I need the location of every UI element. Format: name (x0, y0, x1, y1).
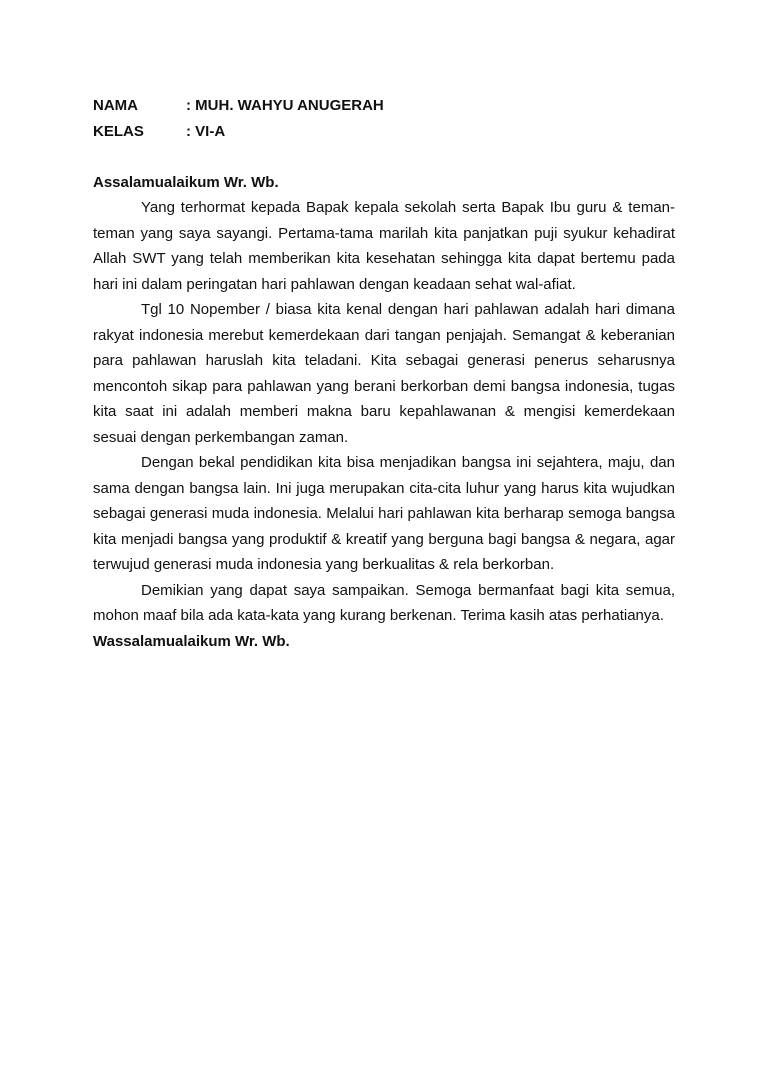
paragraph-education: Dengan bekal pendidikan kita bisa menjadikan bangsa ini sejahtera, maju, dan sama dengan bangsa lain. Ini juga merupakan cita-cita luhur yang harus kita wujudkan sebagai generasi muda indonesia. Melalui hari pahlawan kita berharap semoga bangsa kita menjadi bangsa yang produktif & kreatif yang berguna bagi bangsa & negara, agar terwujud generasi muda indonesia yang berkualitas & rela berkorban. (93, 454, 675, 573)
class-label: KELAS (93, 122, 144, 140)
spacer (93, 144, 675, 170)
document-page (93, 93, 675, 654)
name-row (93, 93, 675, 119)
paragraph-closing-remarks: Demikian yang dapat saya sampaikan. Semoga bermanfaat bagi kita semua, mohon maaf bila ada kata-kata yang kurang berkenan. Terima kasih atas perhatianya. (93, 581, 675, 624)
greeting: Assalamualaikum Wr. Wb. (93, 173, 279, 191)
class-value: : VI-A (186, 122, 226, 140)
class-row (93, 119, 675, 145)
paragraph-hero-day: Tgl 10 Nopember / biasa kita kenal dengan hari pahlawan adalah hari dimana rakyat indonesia merebut kemerdekaan dari tangan penjajah. Semangat & keberanian para pahlawan haruslah kita teladani. Kita sebagai generasi penerus seharusnya mencontoh sikap para pahlawan yang berani berkorban demi bangsa indonesia, tugas kita saat ini adalah memberi makna baru kepahlawanan & mengisi kemerdekaan sesuai dengan perkembangan zaman. (93, 301, 675, 446)
paragraph-opening: Yang terhormat kepada Bapak kepala sekolah serta Bapak Ibu guru & teman-teman yang saya sayangi. Pertama-tama marilah kita panjatkan puji syukur kehadirat Allah SWT yang telah memberikan kita kesehatan sehingga kita dapat bertemu pada hari ini dalam peringatan hari pahlawan dengan keadaan sehat wal-afiat. (93, 199, 675, 293)
closing-salutation: Wassalamualaikum Wr. Wb. (93, 632, 290, 650)
name-label: NAMA (93, 97, 138, 114)
name-value: : MUH. WAHYU ANUGERAH (186, 97, 384, 114)
